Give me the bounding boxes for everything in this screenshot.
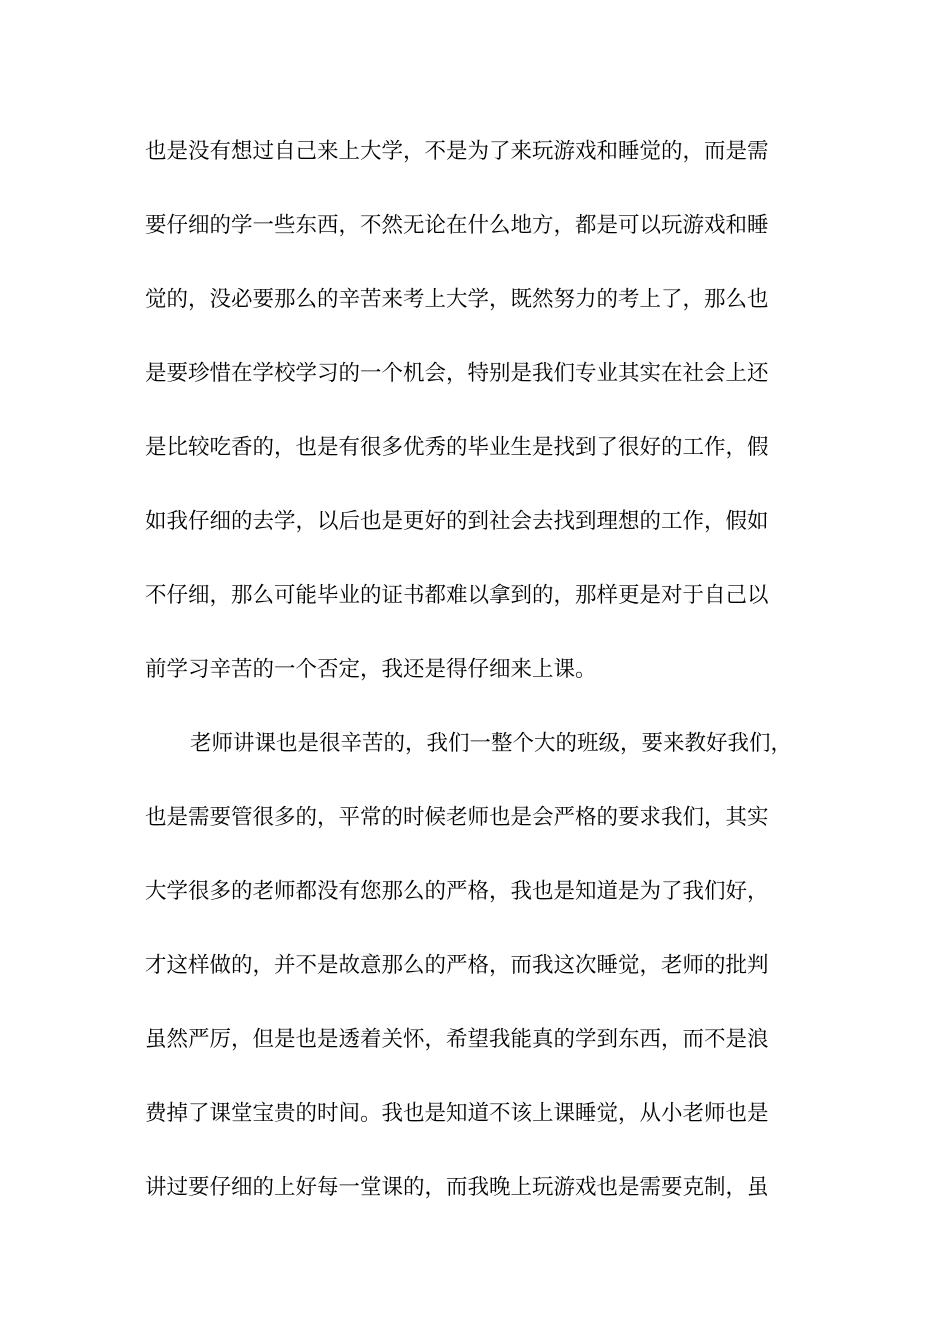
text-line: 是要珍惜在学校学习的一个机会，特别是我们专业其实在社会上还 [145, 361, 769, 386]
paragraph-first-line: 老师讲课也是很辛苦的，我们一整个大的班级，要来教好我们， [190, 731, 793, 756]
text-line: 前学习辛苦的一个否定，我还是得仔细来上课。 [145, 657, 597, 682]
text-line: 要仔细的学一些东西，不然无论在什么地方，都是可以玩游戏和睡 [145, 213, 769, 238]
text-line: 费掉了课堂宝贵的时间。我也是知道不该上课睡觉，从小老师也是 [145, 1101, 769, 1126]
text-line: 不仔细，那么可能毕业的证书都难以拿到的，那样更是对于自己以 [145, 583, 769, 608]
text-line: 才这样做的，并不是故意那么的严格，而我这次睡觉，老师的批判 [145, 953, 769, 978]
text-line: 也是没有想过自己来上大学，不是为了来玩游戏和睡觉的，而是需 [145, 139, 769, 164]
text-line: 也是需要管很多的，平常的时候老师也是会严格的要求我们，其实 [145, 805, 769, 830]
text-line: 讲过要仔细的上好每一堂课的，而我晚上玩游戏也是需要克制，虽 [145, 1175, 769, 1200]
text-line: 是比较吃香的，也是有很多优秀的毕业生是找到了很好的工作，假 [145, 435, 769, 460]
text-line: 虽然严厉，但是也是透着关怀，希望我能真的学到东西，而不是浪 [145, 1027, 769, 1052]
text-line: 如我仔细的去学，以后也是更好的到社会去找到理想的工作，假如 [145, 509, 769, 534]
text-line: 大学很多的老师都没有您那么的严格，我也是知道是为了我们好， [145, 879, 769, 904]
text-line: 觉的，没必要那么的辛苦来考上大学，既然努力的考上了，那么也 [145, 287, 769, 312]
